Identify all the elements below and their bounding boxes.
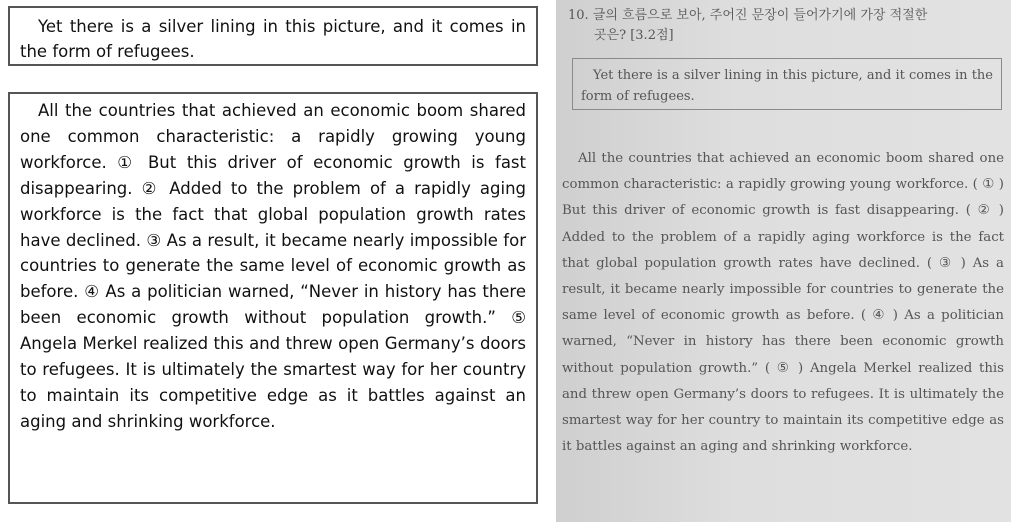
scanned-given-sentence: Yet there is a silver lining in this picture, and it comes in the form of refugees. [581, 68, 993, 104]
question-line-2: 곳은? [3.2점] [594, 28, 674, 43]
passage-box [8, 92, 538, 504]
given-sentence: Yet there is a silver lining in this picture, and it comes in the form of refugees. [20, 17, 526, 61]
question-heading [568, 6, 1008, 46]
scanned-passage-text: All the countries that achieved an economic boom shared one common characteristic: a rapidly growing young workforce. ( ① ) But this driver of economic growth is fast disappearing. ( ② ) Added to the problem of a rapidly aging workforce is the fact that global population growth rates have declined. ( ③ ) As a result, it became nearly impossible for countries to generate the same level of economic growth as before. ( ④ ) As a politician warned, “Never in history has there been economic growth without population growth.” ( ⑤ ) Angela Merkel realized this and threw open Germany’s doors to refugees. It is ultimately the smartest way for her country to maintain its competitive edge as it battles against an aging and shrinking workforce. [562, 151, 1004, 455]
question-line-1: 10. 글의 흐름으로 보아, 주어진 문장이 들어가기에 가장 적절한 [568, 8, 928, 23]
scanned-given-sentence-box [572, 58, 1002, 110]
passage-text: All the countries that achieved an economic boom shared one common characteristic: a rapidly growing young workforce. ① But this driver of economic growth is fast disappearing. ② Added to the problem of a rapidly aging workforce is the fact that global population growth rates have declined. ③ As a result, it became nearly impossible for countries to generate the same level of economic growth as before. ④ As a politician warned, “Never in history has there been economic growth without population growth.” ⑤ Angela Merkel realized this and threw open Germany’s doors to refugees. It is ultimately the smartest way for her country to maintain its competitive edge as it battles against an aging and shrinking workforce. [20, 101, 526, 431]
given-sentence-box [8, 6, 538, 66]
scanned-exam-panel [556, 0, 1011, 522]
